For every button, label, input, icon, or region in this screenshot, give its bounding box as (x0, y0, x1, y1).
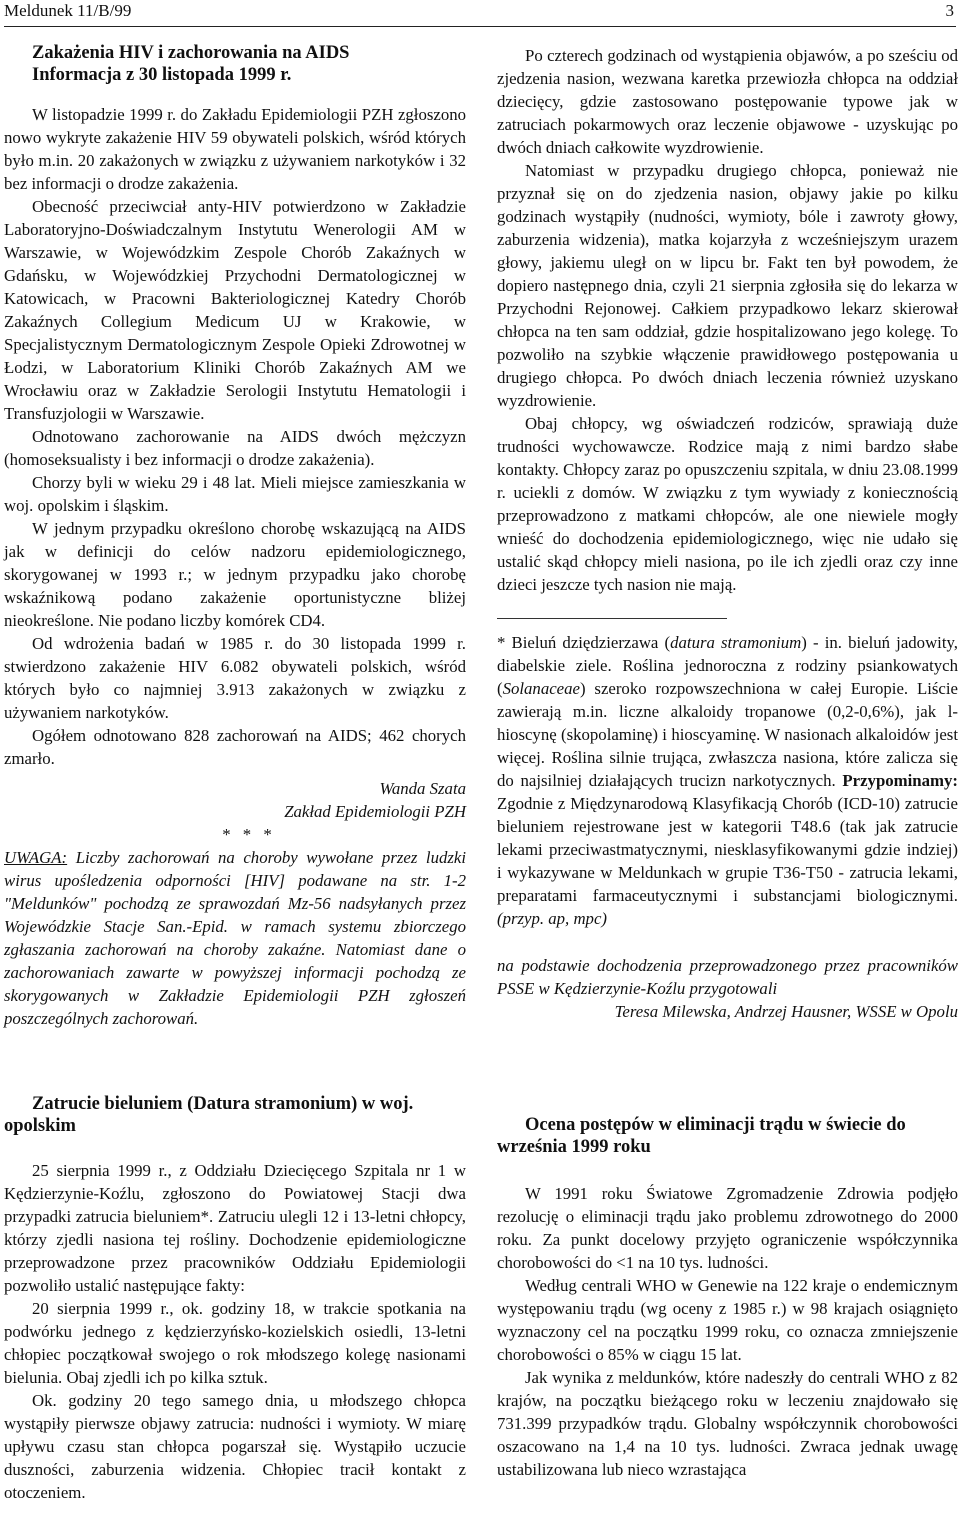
family-name: Solanaceae (502, 679, 580, 698)
article-authors: Teresa Milewska, Andrzej Hausner, WSSE w Opolu (614, 1002, 958, 1021)
paragraph: Ok. godziny 20 tego samego dnia, u młodszego chłopca wystąpiły pierwsze objawy zatrucia: nudności i wymioty. W miarę upływu czasu stan chłopca pogarszał się. Wystąpiło uczucie duszności, zaburzenia widzenia. Chłopiec tracił kontakt z otoczeniem. (4, 1391, 466, 1502)
page-number: 3 (945, 1, 954, 20)
article-title: Zatrucie bieluniem (Datura stramonium) w woj. opolskim (4, 1094, 414, 1136)
paragraph: 20 sierpnia 1999 r., ok. godziny 18, w trakcie spotkania na podwórku jednego z kędzierzyńsko-kozielskich osiedli, 13-letni chłopiec początkował swojego o rok młodszego kolegę nasionami bielunia. Obaj zjedli ich po kilka sztuk. (4, 1299, 466, 1387)
source-note: na podstawie dochodzenia przeprowadzonego przez pracowników PSSE w Kędzierzynie-Koźlu przygotowali (497, 956, 958, 998)
paragraph: Obaj chłopcy, wg oświadczeń rodziców, sprawiają duże trudności wychowawcze. Rodzice mają z nimi bardzo słabe kontakty. Chłopcy zaraz po opuszczeniu szpitala, w dniu 23.08.1999 r. uciekli z domów. W związku z tym wywiady z koniecznością przeprowadzono z matkami chłopców, ale one niewiele mogły wnieść do dochodzenia epidemiologicznego, więc nie udało się ustalić skąd chłopcy mieli nasiona, po ile ich zjedli oraz czy inne dzieci jeszcze tych nasion nie mają. (497, 414, 958, 594)
paragraph: Ogółem odnotowano 828 zachorowań na AIDS; 462 chorych zmarło. (4, 726, 466, 768)
paragraph: Po czterech godzinach od wystąpienia objawów, a po sześciu od zjedzenia nasion, wezwana karetka przewiozła chłopca na oddział dziecięcy, gdzie zastosowano postępowanie typowe jak w zatruciach pokarmowych oraz leczenie objawowe - uzyskując po dwóch dniach całkowite wyzdrowienie. (497, 46, 958, 157)
article-leprosy (497, 1114, 958, 1481)
article-hiv-aids (4, 42, 466, 1030)
paragraph: Od wdrożenia badań w 1985 r. do 30 listopada 1999 r. stwierdzono zakażenie HIV 6.082 obywateli polskich, wśród których było co najmniej 3.913 zakażonych w związku z używaniem narkotyków. (4, 634, 466, 722)
paragraph: W 1991 roku Światowe Zgromadzenie Zdrowia podjęło rezolucję o eliminacji trądu jako problemu zdrowotnego do 2000 roku. Za punkt docelowy przyjęto ograniczenie współczynnika chorobowości do <1 na 10 tys. ludności. (497, 1184, 958, 1272)
paragraph: 25 sierpnia 1999 r., z Oddziału Dziecięcego Szpitala nr 1 w Kędzierzynie-Koźlu, zgłoszono do Powiatowej Stacji dwa przypadki zatrucia bieluniem*. Zatruciu ulegli 12 i 13-letni chłopcy, którzy zjedli nasiona tej rośliny. Dochodzenie epidemiologiczne przeprowadzone przez pracowników Oddziału Epidemiologii pozwoliło ustalić następujące fakty: (4, 1161, 466, 1295)
paragraph: Według centrali WHO w Genewie na 122 kraje o endemicznym występowaniu trądu (wg oceny z 1985 r.) w 98 krajach osiągnięto wyznaczony cel na początku 1999 roku, co oznacza zmniejszenie chorobowości o 85% w ciągu 15 lat. (497, 1276, 958, 1364)
footnote-rule (497, 618, 727, 619)
article-subtitle: Informacja z 30 listopada 1999 r. (32, 65, 292, 85)
paragraph: Chorzy byli w wieku 29 i 48 lat. Mieli miejsce zamieszkania w woj. opolskim i śląskim. (4, 473, 466, 515)
author-name: Wanda Szata (379, 779, 466, 798)
paragraph: Obecność przeciwciał anty-HIV potwierdzono w Zakładzie Laboratoryjno-Doświadczalnym Instytutu Wenerologii AM w Warszawie, w Wojewódzkim Zespole Chorób Zakaźnych w Gdańsku, w Wojewódzkiej Przychodni Dermatologicznej w Katowicach, w Pracowni Bakteriologicznej Katedry Chorób Zakaźnych Collegium Medicum UJ w Krakowie, w Specjalistycznym Dermatologicznym Zespole Opieki Zdrowotnej w Łodzi, w Laboratorium Kliniki Chorób Zakaźnych AM we Wrocławiu oraz w Zakładzie Serologii Instytutu Hematologii i Transfuzjologii w Warszawie. (4, 197, 466, 423)
article-title: Ocena postępów w eliminacji trądu w świecie do września 1999 roku (497, 1115, 906, 1157)
note-text: Liczby zachorowań na choroby wywołane przez ludzki wirus upośledzenia odporności [HIV] podawane na str. 1-2 "Meldunków" pochodzą ze sprawozdań Mz-56 nadsyłanych przez Wojewódzkie Stacje San.-Epid. w ramach systemu zbiorczego zgłaszania zachorowań na choroby zakaźne. Natomiast dane o zachorowaniach zawarte w powyższej informacji pochodzą ze skorygowanych w Zakładzie Epidemiologii PZH zgłoszeń poszczególnych zachorowań. (4, 848, 466, 1028)
bulletin-issue: Meldunek 11/B/99 (4, 1, 132, 20)
paragraph: Natomiast w przypadku drugiego chłopca, ponieważ nie przyznał się on do zjedzenia nasion, objawy jakie po kilku godzinach wystąpiły (nudności, wymioty, bóle i zawroty głowy, zaburzenia widzenia), matka kojarzyła z wcześniejszym urazem głowy, jakiemu uległ on w lipcu br. Fakt ten był powodem, że dopiero następnego dnia, czyli 21 sierpnia zgłosiła się do lekarza w Przychodni Rejonowej. Całkiem przypadkowo lekarz skierował chłopca na ten sam oddział, gdzie hospitalizowano jego kolegę. To pozwoliło na szybkie włączenie prawidłowego postępowania u drugiego chłopca. Po dwóch dniach leczenia również uzyskano wyzdrowienie. (497, 161, 958, 410)
running-header (4, 0, 956, 27)
author-institution: Zakład Epidemiologii PZH (284, 802, 466, 821)
reminder-label: Przypominamy: (842, 771, 958, 790)
editorial-note (4, 846, 466, 1030)
article-datura-continued (497, 44, 958, 1023)
note-label: UWAGA: (4, 848, 68, 867)
latin-name: datura stramonium (670, 633, 802, 652)
paragraph: Odnotowano zachorowanie na AIDS dwóch mężczyzn (homoseksualisty i bez informacji o drodze zakażenia). (4, 427, 466, 469)
section-divider: * * * (222, 825, 276, 844)
paragraph: Jak wynika z meldunków, które nadeszły do centrali WHO z 82 krajów, na początku bieżącego roku w leczeniu znajdowało się 731.399 przypadków trądu. Globalny współczynnik chorobowości oszacowano na 1,4 na 10 tys. ludności. Zwraca jednak uwagę ustabilizowana lub nieco wzrastająca (497, 1368, 958, 1479)
editor-initials: (przyp. ap, mpc) (497, 909, 607, 928)
paragraph: W jednym przypadku określono chorobę wskazującą na AIDS jak w definicji do celów nadzoru epidemiologicznego, skorygowanej w 1993 r.; w jednym przypadku jako chorobę wskaźnikową podano zakażenie oportunistyczne bliżej nieokreślone. Nie podano liczby komórek CD4. (4, 519, 466, 630)
article-title: Zakażenia HIV i zachorowania na AIDS (32, 43, 350, 63)
article-datura-poisoning (4, 1093, 466, 1504)
paragraph: W listopadzie 1999 r. do Zakładu Epidemiologii PZH zgłoszono nowo wykryte zakażenie HIV 59 obywateli polskich, wśród których było m.in. 20 zakażonych w związku z używaniem narkotyków i 32 bez informacji o drodze zakażenia. (4, 105, 466, 193)
footnote: * Bieluń dziędzierzawa (datura stramonium) - in. bieluń jadowity, diabelskie ziele. Roślina jednoroczna z rodziny psiankowatych (Solanaceae) szeroko rozpowszechniona w całej Europie. Liście zawierają m.in. liczne alkaloidy tropanowe (0,2-0,6%), jak l-hioscynę (skopolaminę) i hioscyaminę. W nasionach alkaloidów jest więcej. Roślina silnie trująca, zwłaszcza nasiona, które zalicza się do najsilniej działających trucizn narkotycznych. Przypominamy: Zgodnie z Międzynarodową Klasyfikacją Chorób (ICD-10) zatrucie bieluniem rejestrowane jest w kategorii T48.6 (tak jak zatrucie lekami przeciwastmatycznymi, niesklasyfikowanymi gdzie indziej) i wykazywane w Meldunkach w grupie T36-T50 - zatrucia lekami, preparatami farmaceutycznymi i substancjami biologicznymi. (przyp. ap, mpc) (497, 633, 959, 928)
